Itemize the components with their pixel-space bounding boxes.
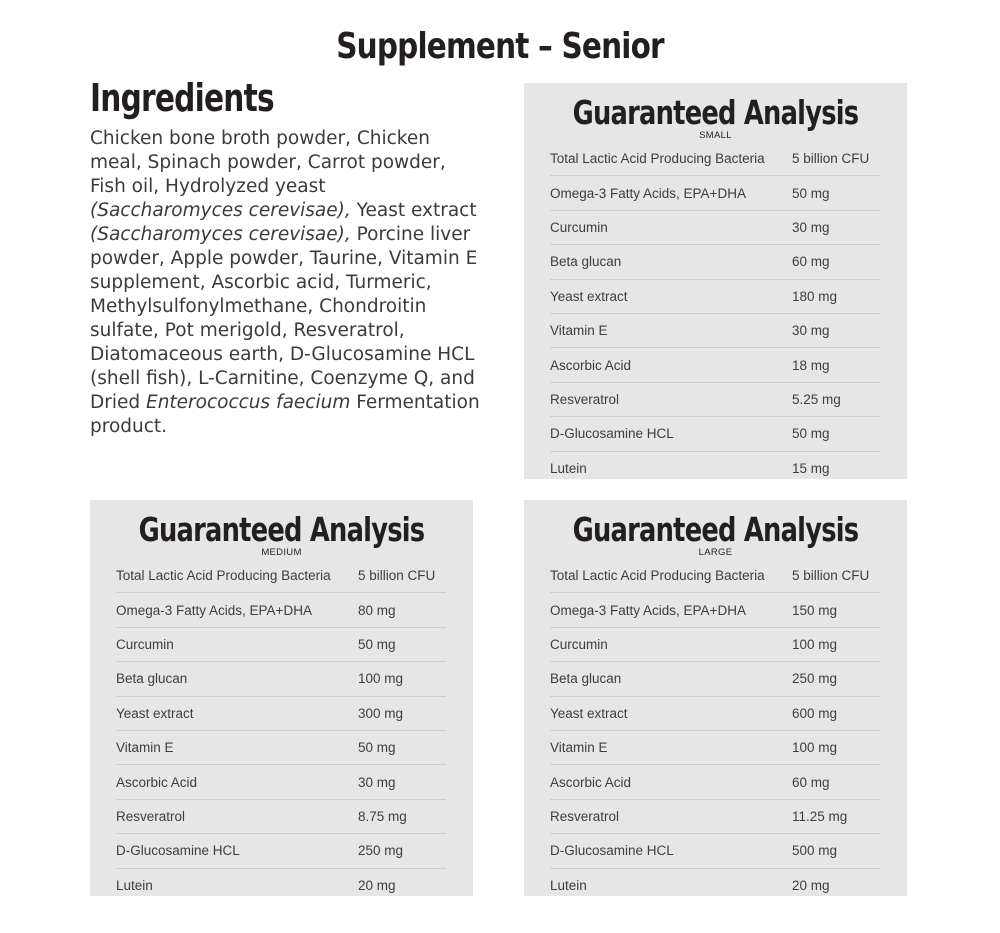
table-row [550, 662, 880, 696]
table-row [116, 559, 446, 593]
table-row [116, 765, 446, 799]
nutrient-amount: 100 mg [792, 636, 838, 652]
nutrient-amount: 50 mg [358, 740, 396, 756]
ingredients-text: Chicken bone broth powder, Chicken meal, Spinach powder, Carrot powder, Fish oil, Hydrolyzed yeast [90, 128, 446, 197]
nutrient-name: Yeast extract [116, 705, 194, 721]
panel-title: Guaranteed Analysis [572, 93, 859, 132]
table-row [116, 731, 446, 765]
nutrient-amount: 150 mg [792, 602, 838, 618]
nutrient-amount: 11.25 mg [792, 808, 848, 824]
ingredients-text: Porcine liver powder, Apple powder, Taurine, Vitamin E supplement, Ascorbic acid, Turmeric, Methylsulfonylmethane, Chondroitin sulfate, Pot merigold, Resveratrol, Diatomaceous earth, D-Glucosamine HCL (shell fish), L-Carnitine, Coenzyme Q, and Dried [90, 224, 478, 413]
nutrient-name: Vitamin E [550, 323, 608, 339]
nutrient-amount: 5 billion CFU [358, 568, 436, 584]
table-row [116, 628, 446, 662]
table-row [116, 834, 446, 868]
page-title: Supplement – Senior [336, 26, 664, 67]
nutrient-name: Beta glucan [550, 254, 622, 270]
table-row [550, 697, 880, 731]
table-row [550, 245, 880, 279]
table-row [116, 800, 446, 834]
nutrient-name: D-Glucosamine HCL [116, 843, 240, 859]
nutrient-amount: 5 billion CFU [792, 151, 870, 167]
analysis-panel-large [524, 500, 907, 896]
nutrient-name: Omega-3 Fatty Acids, EPA+DHA [550, 185, 746, 201]
panel-title: Guaranteed Analysis [572, 510, 859, 549]
ingredients-heading: Ingredients [90, 76, 274, 120]
nutrient-name: Ascorbic Acid [550, 774, 632, 790]
nutrient-name: Total Lactic Acid Producing Bacteria [116, 568, 331, 584]
nutrient-amount: 20 mg [792, 877, 830, 893]
analysis-panel-medium [90, 500, 473, 896]
nutrient-amount: 50 mg [792, 426, 830, 442]
nutrient-amount: 80 mg [358, 602, 396, 618]
nutrient-amount: 50 mg [792, 185, 830, 201]
ingredients-italic-term: Enterococcus faecium [146, 392, 351, 413]
nutrient-name: Lutein [550, 460, 587, 476]
table-row [550, 834, 880, 868]
nutrient-name: Resveratrol [550, 808, 620, 824]
nutrient-amount: 100 mg [792, 740, 838, 756]
nutrient-name: Resveratrol [550, 391, 620, 407]
nutrient-name: Lutein [116, 877, 153, 893]
nutrient-name: Omega-3 Fatty Acids, EPA+DHA [116, 602, 312, 618]
table-row [550, 383, 880, 417]
nutrient-name: Total Lactic Acid Producing Bacteria [550, 568, 765, 584]
nutrient-name: Resveratrol [116, 808, 186, 824]
nutrient-name: D-Glucosamine HCL [550, 843, 674, 859]
nutrient-name: Lutein [550, 877, 587, 893]
table-row [550, 593, 880, 627]
table-row [550, 869, 880, 902]
panel-size-label: SMALL [699, 130, 732, 141]
nutrient-name: Beta glucan [550, 671, 622, 687]
table-row [550, 452, 880, 485]
nutrient-amount: 5 billion CFU [792, 568, 870, 584]
nutrient-name: Ascorbic Acid [116, 774, 198, 790]
analysis-table [550, 142, 880, 485]
nutrient-amount: 8.75 mg [358, 808, 407, 824]
table-row [550, 559, 880, 593]
nutrient-amount: 250 mg [792, 671, 838, 687]
nutrient-amount: 20 mg [358, 877, 396, 893]
table-row [550, 280, 880, 314]
nutrient-name: Yeast extract [550, 288, 628, 304]
table-row [550, 417, 880, 451]
nutrient-amount: 30 mg [358, 774, 396, 790]
nutrient-amount: 5.25 mg [792, 391, 841, 407]
table-row [550, 628, 880, 662]
table-row [116, 697, 446, 731]
table-row [550, 211, 880, 245]
analysis-table [550, 559, 880, 902]
ingredients-text: Fermentation product. [90, 392, 480, 437]
nutrient-amount: 60 mg [792, 774, 830, 790]
analysis-panel-small [524, 83, 907, 479]
ingredients-list [90, 127, 480, 439]
panel-size-label: LARGE [698, 547, 733, 558]
panel-size-label: MEDIUM [261, 547, 302, 558]
nutrient-name: Curcumin [550, 636, 608, 652]
table-row [550, 731, 880, 765]
ingredients-italic-term: (Saccharomyces cerevisae), [90, 200, 351, 221]
table-row [550, 348, 880, 382]
table-row [550, 176, 880, 210]
table-row [116, 593, 446, 627]
nutrient-amount: 500 mg [792, 843, 838, 859]
nutrient-amount: 600 mg [792, 705, 838, 721]
nutrient-amount: 300 mg [358, 705, 404, 721]
analysis-table [116, 559, 446, 902]
table-row [116, 662, 446, 696]
nutrient-amount: 180 mg [792, 288, 838, 304]
nutrient-amount: 50 mg [358, 636, 396, 652]
nutrient-amount: 250 mg [358, 843, 404, 859]
nutrient-amount: 18 mg [792, 357, 830, 373]
table-row [550, 765, 880, 799]
nutrient-amount: 60 mg [792, 254, 830, 270]
nutrient-name: Vitamin E [116, 740, 174, 756]
nutrient-name: Curcumin [116, 636, 174, 652]
table-row [550, 800, 880, 834]
nutrient-name: Ascorbic Acid [550, 357, 632, 373]
table-row [116, 869, 446, 902]
nutrient-amount: 30 mg [792, 219, 830, 235]
nutrient-name: Beta glucan [116, 671, 188, 687]
nutrient-name: Yeast extract [550, 705, 628, 721]
panel-title: Guaranteed Analysis [138, 510, 425, 549]
table-row [550, 142, 880, 176]
nutrient-name: Vitamin E [550, 740, 608, 756]
ingredients-italic-term: (Saccharomyces cerevisae), [90, 224, 351, 245]
nutrient-amount: 15 mg [792, 460, 830, 476]
nutrient-amount: 100 mg [358, 671, 404, 687]
nutrient-name: D-Glucosamine HCL [550, 426, 674, 442]
nutrient-name: Total Lactic Acid Producing Bacteria [550, 151, 765, 167]
nutrient-name: Curcumin [550, 219, 608, 235]
ingredients-text: Yeast extract [350, 200, 477, 221]
table-row [550, 314, 880, 348]
nutrient-name: Omega-3 Fatty Acids, EPA+DHA [550, 602, 746, 618]
nutrient-amount: 30 mg [792, 323, 830, 339]
